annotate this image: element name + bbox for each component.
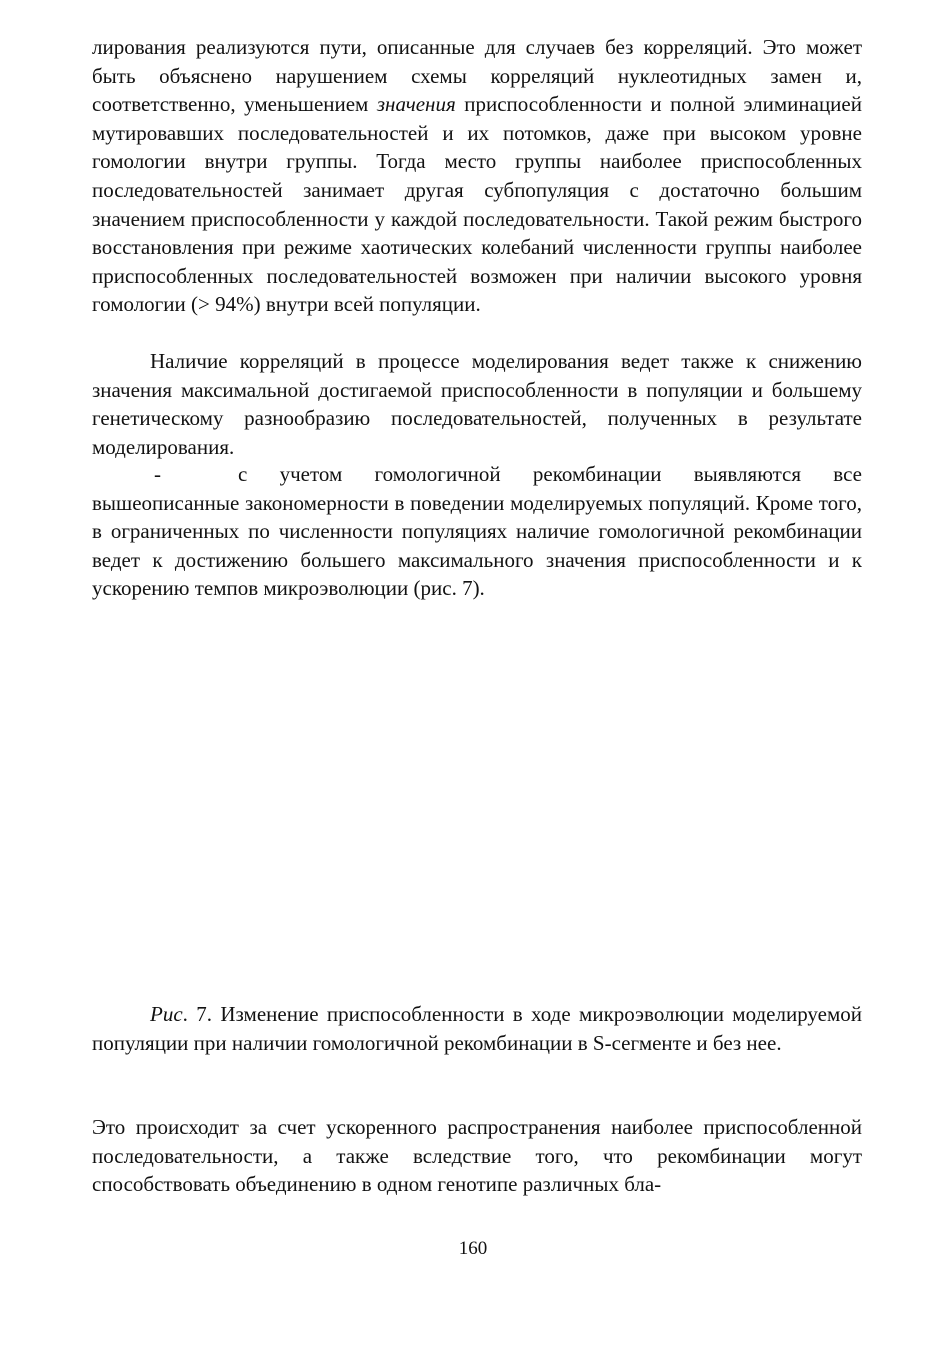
paragraph-3 [92,460,862,603]
paragraph-1 [92,33,862,319]
figure-caption [92,1000,862,1057]
paragraph-1-emphasis: значения [376,92,456,117]
paragraph-4: Это происходит за счет ускоренного распространения наиболее приспособленной последовательности, а также вследствие того, что рекомбинации могут способствовать объединению в одном генотипе различных бла- [92,1115,862,1197]
page-number: 160 [458,1238,488,1259]
figure-7-blank-area [92,610,862,990]
list-dash: - [154,462,161,486]
paragraph-3-text: с учетом гомологичной рекомбинации выявляются все вышеописанные закономерности в поведении моделируемых популяций. Кроме того, в ограниченных по численности популяциях наличие гомологичной рекомбинации ведет к достижению большего максимального значения приспособленности и к ускорению темпов микроэволюции (рис. 7). [92,462,862,601]
paragraph-2: Наличие корреляций в процессе моделирования ведет также к снижению значения максимальной достигаемой приспособленности в популяции и большему генетическому разнообразию последовательностей, полученных в результате моделирования. [92,349,862,459]
paragraph-1-end: приспособленности и полной элиминацией мутировавших последовательностей и их потомков, даже при высоком уровне гомологии внутри группы. Тогда место группы наиболее приспособленных последовательностей занимает другая субпопуляция с достаточно большим значением приспособленности у каждой последовательности. Такой режим быстрого восстановления при режиме хаотических колебаний численности группы наиболее приспособленных последовательностей возможен при наличии высокого уровня гомологии (> 94%) внутри всей популяции. [92,92,862,317]
figure-caption-text: . 7. Изменение приспособленности в ходе микроэволюции моделируемой популяции при наличии гомологичной рекомбинации в S-сегменте и без нее. [92,1002,862,1055]
figure-caption-label: Рис [150,1002,183,1026]
paragraph-1-start: лирования реализуются пути, описанные для случаев без корреляций. Это может быть объяснено нарушением схемы корреляций нуклеотидных замен и, соответственно, уменьшением [92,35,862,117]
